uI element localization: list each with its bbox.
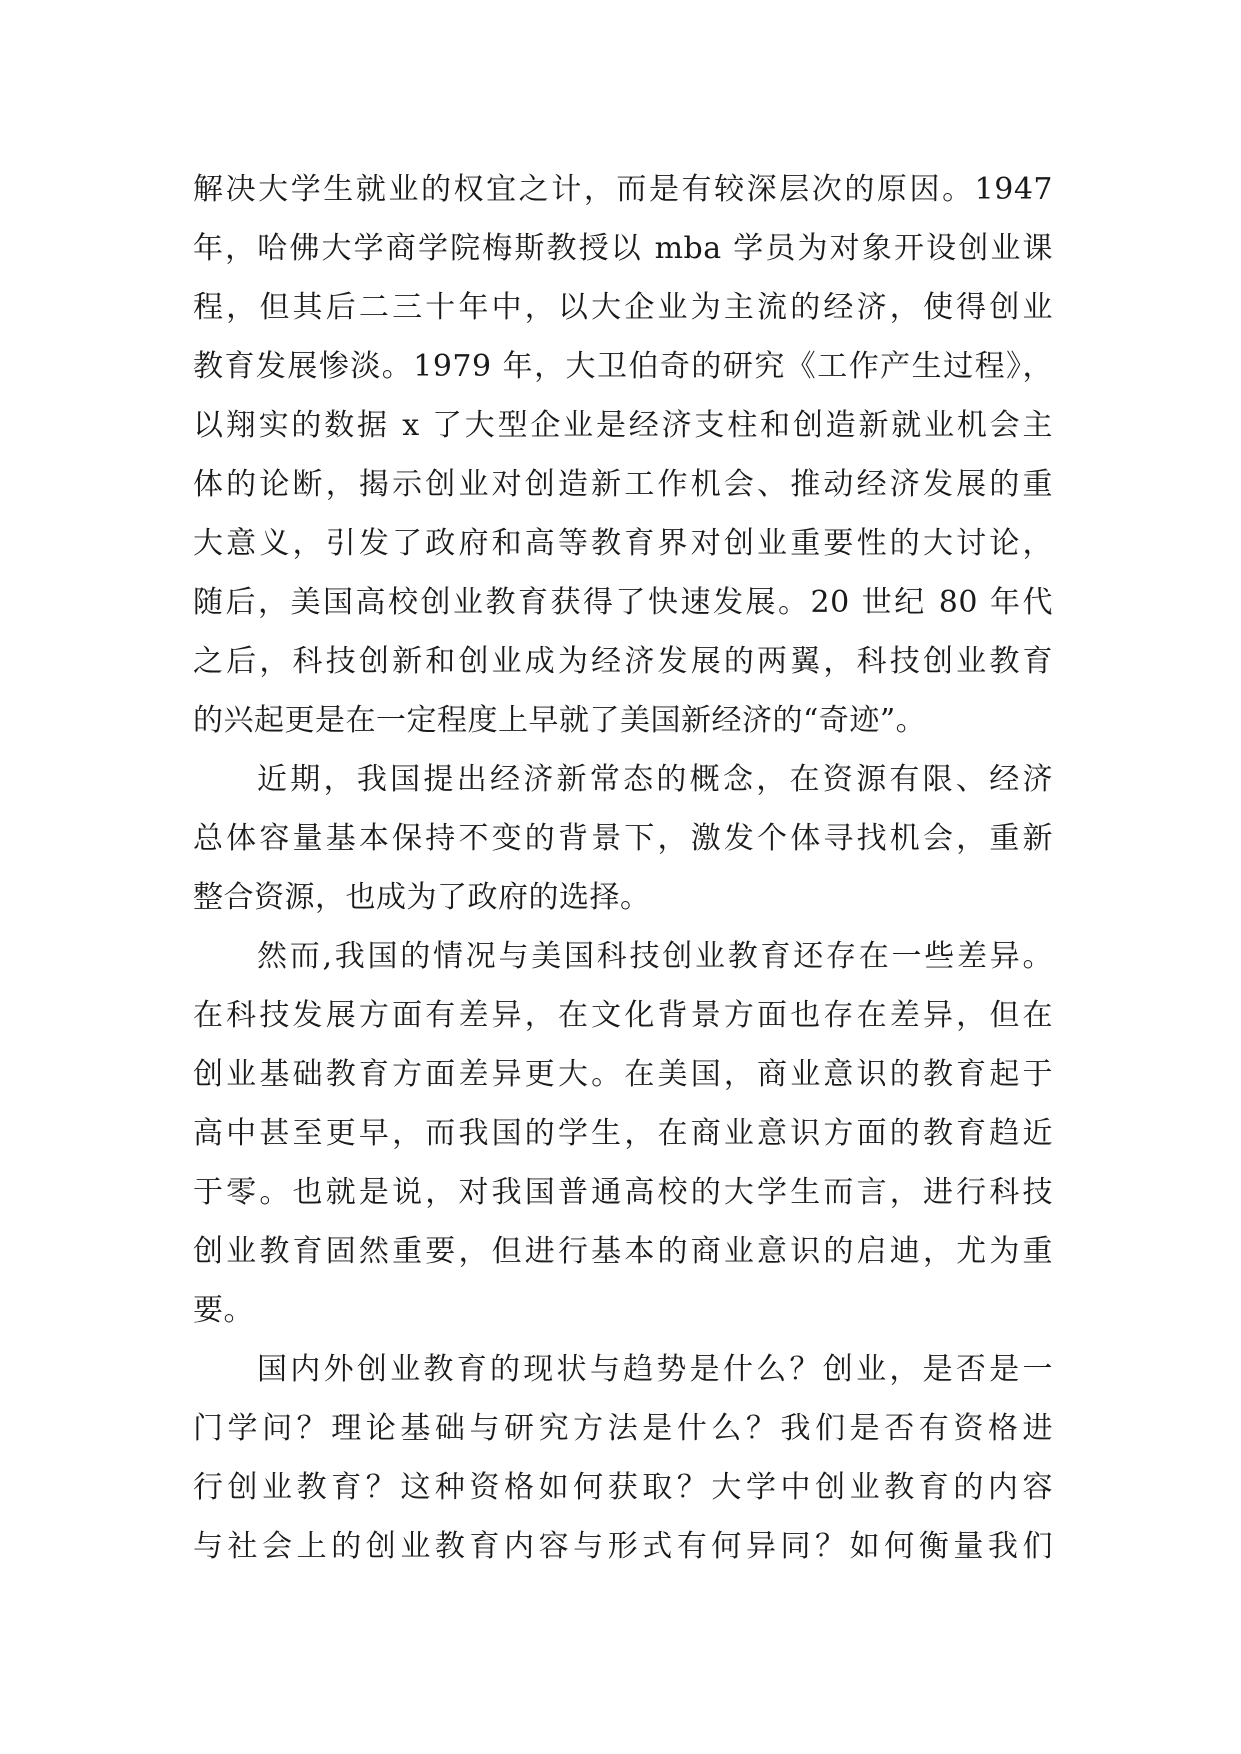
text-line: 之后，科技创新和创业成为经济发展的两翼，科技创业教育 (193, 644, 1053, 679)
text-line: 体的论断，揭示创业对创造新工作机会、推动经济发展的重 (193, 467, 1053, 502)
text-line: 教育发展惨淡。1979 年，大卫伯奇的研究《工作产生过程》， (193, 349, 1053, 384)
text-line: 在科技发展方面有差异，在文化背景方面也存在差异，但在 (193, 998, 1053, 1033)
text-line: 总体容量基本保持不变的背景下，激发个体寻找机会，重新 (193, 821, 1053, 856)
text-line: 行创业教育？这种资格如何获取？大学中创业教育的内容 (193, 1470, 1053, 1505)
text-line: 解决大学生就业的权宜之计，而是有较深层次的原因。1947 (193, 172, 1053, 207)
text-line: 近期，我国提出经济新常态的概念，在资源有限、经济 (257, 762, 1053, 797)
text-line: 程，但其后二三十年中，以大企业为主流的经济，使得创业 (193, 290, 1053, 325)
text-line: 大意义，引发了政府和高等教育界对创业重要性的大讨论， (193, 526, 1053, 561)
text-line: 高中甚至更早，而我国的学生，在商业意识方面的教育趋近 (193, 1116, 1053, 1151)
text-line: 年，哈佛大学商学院梅斯教授以 mba 学员为对象开设创业课 (193, 231, 1053, 266)
text-line: 然而,我国的情况与美国科技创业教育还存在一些差异。 (257, 939, 1053, 974)
paragraph-3 (193, 927, 1053, 1340)
text-line: 随后，美国高校创业教育获得了快速发展。20 世纪 80 年代 (193, 585, 1053, 620)
paragraph-1 (193, 160, 1053, 750)
text-line: 以翔实的数据 x 了大型企业是经济支柱和创造新就业机会主 (193, 408, 1053, 443)
body-text (193, 160, 1053, 1576)
text-line: 整合资源，也成为了政府的选择。 (193, 880, 651, 915)
text-line: 要。 (193, 1293, 254, 1328)
text-line: 的兴起更是在一定程度上早就了美国新经济的“奇迹”。 (193, 703, 927, 738)
text-line: 与社会上的创业教育内容与形式有何异同？如何衡量我们 (193, 1529, 1053, 1564)
paragraph-2 (193, 750, 1053, 927)
text-line: 门学问？理论基础与研究方法是什么？我们是否有资格进 (193, 1411, 1053, 1446)
paragraph-4 (193, 1340, 1053, 1576)
text-line: 创业教育固然重要，但进行基本的商业意识的启迪，尤为重 (193, 1234, 1053, 1269)
text-line: 于零。也就是说，对我国普通高校的大学生而言，进行科技 (193, 1175, 1053, 1210)
text-line: 国内外创业教育的现状与趋势是什么？创业，是否是一 (257, 1352, 1053, 1387)
text-line: 创业基础教育方面差异更大。在美国，商业意识的教育起于 (193, 1057, 1053, 1092)
